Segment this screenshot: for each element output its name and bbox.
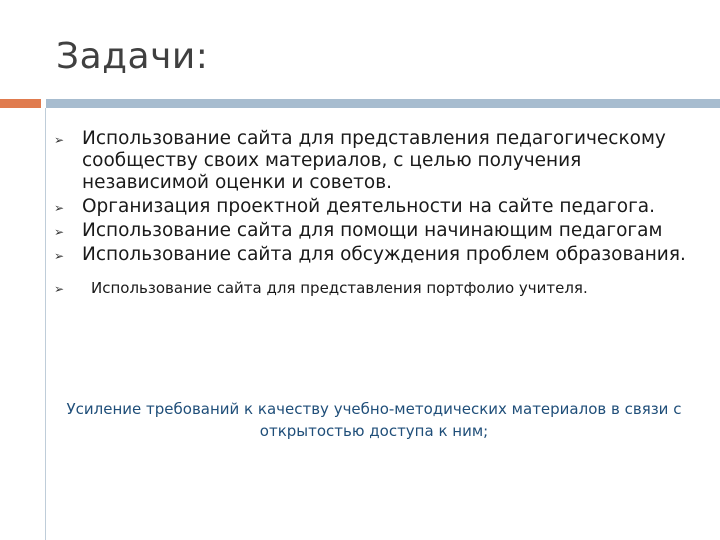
list-item-text: Использование сайта для представления педагогическому сообществу своих материалов, с целью получения независимой оценки и советов. [82, 128, 666, 193]
list-item [54, 128, 704, 194]
arrowhead-bullet-icon: ➢ [54, 225, 65, 239]
arrowhead-bullet-icon: ➢ [54, 249, 65, 263]
task-list [54, 128, 704, 300]
list-item-text: Организация проектной деятельности на сайте педагога. [82, 196, 656, 217]
left-divider-line [45, 108, 46, 540]
arrowhead-bullet-icon: ➢ [54, 133, 65, 147]
list-item [54, 196, 704, 218]
slide-title: Задачи: [56, 36, 209, 77]
list-item-text: Использование сайта для помощи начинающим педагогам [82, 220, 663, 241]
summary-note: Усиление требований к качеству учебно-методических материалов в связи с открытостью доступа к ним; [66, 400, 682, 440]
list-item [54, 220, 704, 242]
title-accent-bar-blue [46, 99, 720, 108]
list-item [54, 244, 704, 266]
list-item-text: Использование сайта для представления портфолио учителя. [91, 279, 588, 297]
arrowhead-bullet-icon: ➢ [54, 201, 65, 215]
list-item-text: Использование сайта для обсуждения проблем образования. [82, 244, 686, 265]
title-accent-bar-orange [0, 99, 41, 108]
arrowhead-bullet-icon: ➢ [54, 282, 65, 296]
list-item [54, 278, 704, 298]
